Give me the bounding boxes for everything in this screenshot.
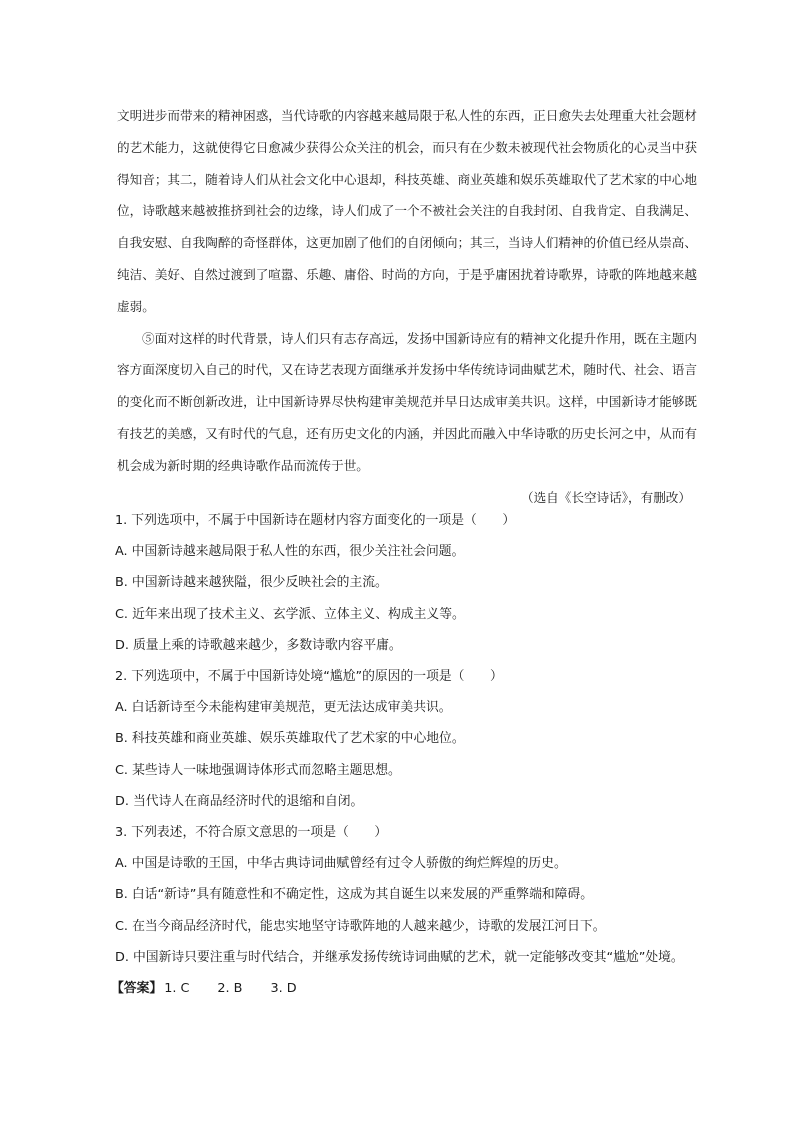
question-stem: 1. 下列选项中，不属于中国新诗在题材内容方面变化的一项是（ ） [115,513,516,528]
answer-item: 3. D [270,981,297,997]
question-stem: 3. 下列表述，不符合原文意思的一项是（ ） [115,825,388,841]
reading-passage [117,100,697,513]
option-b: B. 白话“新诗”具有随意性和不确定性，这成为其自诞生以来发展的严重弊端和障碍。 [115,887,594,903]
question-2 [115,661,699,817]
option-d: D. 当代诗人在商品经济时代的退缩和自闭。 [115,793,364,809]
answer-row [111,973,699,1004]
option-c: C. 在当今商品经济时代，能忠实地坚守诗歌阵地的人越来越少，诗歌的发展江河日下。 [115,918,606,934]
option-c: C. 某些诗人一味地强调诗体形式而忽略主题思想。 [115,762,401,778]
question-1 [115,505,699,661]
answer-item: 2. B [217,981,243,997]
passage-paragraph-5: ⑤面对这样的时代背景，诗人们只有志存高远，发扬中国新诗应有的精神文化提升作用，既在主题内容方面深度切入自己的时代，又在诗艺表现方面继承并发扬中华传统诗词曲赋艺术，随时代、社会、语言的变化而不断创新改进，让中国新诗界尽快构建审美规范并早日达成审美共识。这样，中国新诗才能够既有技艺的美感，又有时代的气息，还有历史文化的内涵，并因此而融入中华诗歌的历史长河之中，从而有机会成为新时期的经典诗歌作品而流传于世。 [117,330,697,473]
option-b: B. 科技英雄和商业英雄、娱乐英雄取代了艺术家的中心地位。 [115,731,465,747]
passage-source: （选自《长空诗话》，有删改） [520,489,691,505]
option-b: B. 中国新诗越来越狭隘，很少反映社会的主流。 [115,575,388,591]
option-d: D. 中国新诗只要注重与时代结合，并继承发扬传统诗词曲赋的艺术，就一定能够改变其“尴尬”处境。 [115,949,684,965]
question-section [111,505,699,1004]
question-stem: 2. 下列选项中，不属于中国新诗处境“尴尬”的原因的一项是（ ） [115,669,503,685]
option-a: A. 中国新诗越来越局限于私人性的东西，很少关注社会问题。 [115,544,465,560]
passage-paragraph-continued: 文明进步而带来的精神困惑，当代诗歌的内容越来越局限于私人性的东西，正日愈失去处理重大社会题材的艺术能力，这就使得它日愈减少获得公众关注的机会，而只有在少数未被现代社会物质化的心灵当中获得知音；其二，随着诗人们从社会文化中心退却，科技英雄、商业英雄和娱乐英雄取代了艺术家的中心地位，诗歌越来越被推挤到社会的边缘，诗人们成了一个不被社会关注的自我封闭、自我肯定、自我满足、自我安慰、自我陶醉的奇怪群体，这更加剧了他们的自闭倾向；其三，当诗人们精神的价值已经从崇高、纯洁、美好、自然过渡到了喧嚣、乐趣、庸俗、时尚的方向，于是乎庸困扰着诗歌界，诗歌的阵地越来越虚弱。 [117,108,697,314]
option-a: A. 中国是诗歌的王国，中华古典诗词曲赋曾经有过令人骄傲的绚烂辉煌的历史。 [115,856,567,872]
answer-tag: 【答案】 [111,981,163,997]
answer-item: 1. C [164,981,190,997]
option-a: A. 白话新诗至今未能构建审美规范，更无法达成审美共识。 [115,700,452,716]
option-d: D. 质量上乘的诗歌越来越少，多数诗歌内容平庸。 [115,637,402,653]
question-3 [115,817,699,973]
option-c: C. 近年来出现了技术主义、玄学派、立体主义、构成主义等。 [115,606,465,622]
